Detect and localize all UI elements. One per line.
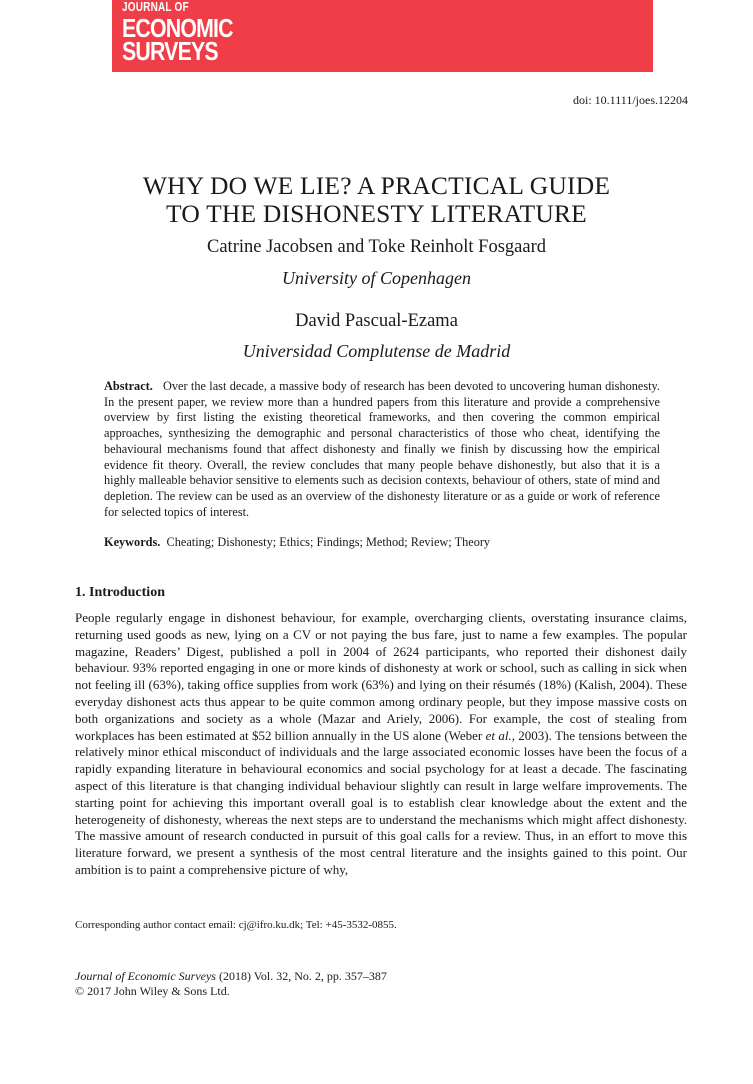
logo-line-1: JOURNAL OF bbox=[122, 0, 189, 16]
logo-line-3: SURVEYS bbox=[122, 36, 218, 66]
journal-logo bbox=[122, 0, 232, 64]
doi-label: doi: 10.1111/joes.12204 bbox=[573, 93, 688, 107]
citation-text: (2018) Vol. 32, No. 2, pp. 357–387 bbox=[215, 969, 387, 983]
paper-title bbox=[0, 172, 753, 228]
journal-name: Journal of Economic Surveys bbox=[75, 969, 216, 983]
affiliation-2: Universidad Complutense de Madrid bbox=[242, 341, 511, 361]
title-line-2: TO THE DISHONESTY LITERATURE bbox=[166, 199, 587, 228]
body-text-a: People regularly engage in dishonest behaviour, for example, overcharging clients, overstating insurance claims, returning used goods as new, lying on a CV or not paying the bus fare, just to name a few examples. The popular magazine, Readers’ Digest, published a poll in 2004 of 2624 participants, who reported their dishonest daily behaviour. 93% reported engaging in one or more kinds of dishonesty at work or school, such as calling in sick when not feeling ill (63%), taking office supplies from work (63%) and lying on their résumés (18%) (Kalish, 2004). These everyday dishonest acts thus appear to be quite common among ordinary people, but they impose massive costs on both organizations and society as a whole (Mazar and Ariely, 2006). For example, the cost of stealing from workplaces has been estimated at $52 billion annually in the US alone (Weber bbox=[75, 610, 687, 743]
author-group-1: Catrine Jacobsen and Toke Reinholt Fosgaard bbox=[207, 237, 546, 257]
body-text-etal: et al. bbox=[485, 727, 512, 743]
author-group-2: David Pascual-Ezama bbox=[295, 311, 458, 331]
body-paragraph bbox=[75, 610, 687, 879]
keywords-label: Keywords. bbox=[104, 535, 161, 549]
copyright-line: © 2017 John Wiley & Sons Ltd. bbox=[75, 984, 230, 998]
journal-banner bbox=[112, 0, 653, 72]
abstract-label: Abstract. bbox=[104, 379, 153, 393]
abstract-text: Over the last decade, a massive body of research has been devoted to uncovering human dishonesty. In the present paper, we review more than a hundred papers from this literature and provide a comprehensive overview by first listing the existing theoretical frameworks, and then covering the common empirical approaches, synthesizing the demographic and personal characteristics of those who cheat, identifying the behavioural mechanisms found that affect dishonesty and finally we finish by discussing how the empirical evidence fit theory. Overall, the review concludes that many people behave dishonestly, but also that it is a highly malleable behavior sensitive to elements such as decision contexts, behaviour of others, state of mind and depletion. The review can be used as an overview of the dishonesty literature or as a guide or work of reference for selected topics of interest. bbox=[104, 379, 660, 519]
affiliation-1: University of Copenhagen bbox=[282, 268, 471, 288]
citation-line bbox=[75, 969, 387, 984]
keywords bbox=[104, 534, 660, 550]
section-heading: 1. Introduction bbox=[75, 585, 165, 600]
abstract bbox=[104, 379, 660, 520]
journal-footer bbox=[75, 969, 387, 999]
keywords-text: Cheating; Dishonesty; Ethics; Findings; Method; Review; Theory bbox=[166, 535, 491, 549]
logo-line-2: ECONOMIC bbox=[122, 13, 233, 43]
title-line-1: WHY DO WE LIE? A PRACTICAL GUIDE bbox=[142, 171, 611, 200]
body-text-b: , 2003). The tensions between the relatively minor ethical misconduct of individuals and the large associated economic losses have been the focus of a rapidly expanding literature in behavioural economics and social psychology for at least a decade. The fascinating aspect of this literature is that changing individual behaviour slightly can result in large welfare improvements. The starting point for achieving this important overall goal is to establish clear knowledge about the extent and the heterogeneity of dishonesty, whereas the next steps are to understand the mechanisms which might affect dishonesty. The massive amount of research conducted in pursuit of this goal calls for a review. Thus, in an effort to move this literature forward, we present a synthesis of the most central literature and the insights gained to this point. Our ambition is to paint a comprehensive picture of why, bbox=[75, 727, 687, 877]
correspondence-footnote: Corresponding author contact email: cj@ifro.ku.dk; Tel: +45-3532-0855. bbox=[75, 919, 397, 931]
